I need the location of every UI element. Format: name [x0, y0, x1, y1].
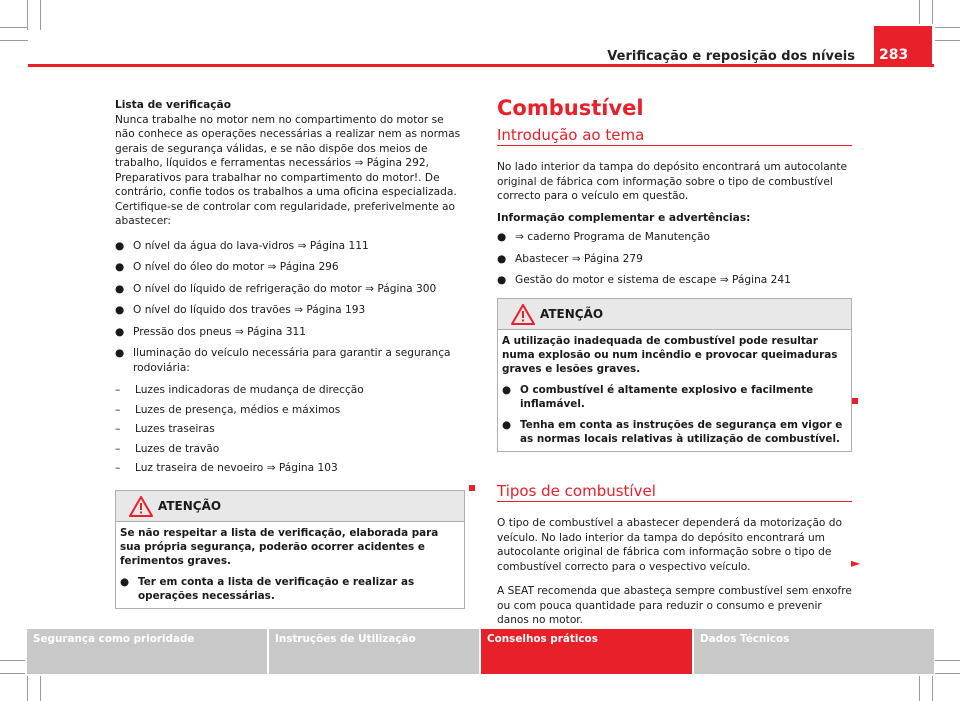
list-item: ● O nível do líquido de refrigeração do motor ⇒ Página 300	[115, 282, 437, 295]
bullet-icon: ●	[115, 347, 125, 359]
bullet-icon: ●	[502, 418, 512, 431]
checklist-intro: Nunca trabalhe no motor nem no compartimento do motor se não conhece as operações necessárias a realizar nem as normas gerais de segurança válidas, e se não dispõe dos meios de trabalho, líquidos e ferramentas necessários ⇒ Página 292, Preparativos para trabalhar no compartimento do motor!. De contrário, confie todos os trabalhos a uma oficina especializada. Certifique-se de controlar com regularidade, preferivelmente ao abastecer:	[115, 113, 461, 227]
bullet-icon: ●	[115, 304, 125, 316]
crop-mark	[935, 673, 960, 674]
left-column	[115, 98, 465, 609]
warning-triangle-icon	[511, 304, 535, 325]
crop-mark	[40, 676, 41, 701]
checklist-bullets	[115, 239, 465, 376]
fuel-warning-box	[497, 298, 852, 452]
warning-triangle-icon	[129, 496, 153, 517]
list-item: – Luzes de travão	[115, 442, 220, 455]
list-item: – Luz traseira de nevoeiro ⇒ Página 103	[115, 462, 338, 474]
types-paragraph-1: O tipo de combustível a abastecer dependerá da motorização do veículo. No lado interior da tampa do depósito encontrará um autocolante original de fábrica com informação sobre o tipo de combustível correcto para o vespectivo veículo.	[497, 517, 842, 573]
list-item: ● O nível do líquido dos travões ⇒ Página 193	[115, 304, 366, 316]
dash-icon: –	[115, 403, 121, 416]
footer-tab-technical-data[interactable]: Dados Técnicos	[694, 629, 934, 674]
crop-mark	[932, 676, 933, 701]
checklist-heading: Lista de verificação	[115, 99, 231, 111]
list-item: ● Pressão dos pneus ⇒ Página 311	[115, 325, 306, 338]
dash-icon: –	[115, 442, 121, 455]
crop-mark	[40, 0, 41, 30]
list-item: ● Iluminação do veículo necessária para garantir a segurança rodoviária:	[115, 347, 451, 374]
warning-bullet: ● Ter em conta a lista de verificação e realizar as operações necessárias.	[120, 575, 415, 602]
warning-text: A utilização inadequada de combustível pode resultar numa explosão ou num incêndio e provocar queimaduras graves e lesões graves.	[502, 334, 838, 375]
footer-tab-safety[interactable]: Segurança como prioridade	[27, 629, 267, 674]
warning-title: ATENÇÃO	[540, 306, 604, 321]
list-item: ● ⇒ caderno Programa de Manutenção	[497, 231, 710, 243]
footer-tab-practical-tips[interactable]: Conselhos práticos	[481, 629, 692, 674]
dash-icon: –	[115, 423, 121, 435]
continue-arrow-icon: ►	[851, 556, 861, 570]
list-item: – Luzes de presença, médios e máximos	[115, 403, 341, 416]
bullet-icon: ●	[115, 282, 125, 295]
checklist-warning-box	[115, 490, 465, 609]
header-rule	[28, 64, 934, 67]
list-item: ● O nível do óleo do motor ⇒ Página 296	[115, 261, 339, 273]
crop-mark	[0, 40, 28, 41]
warning-header	[116, 491, 464, 522]
crop-mark	[0, 660, 25, 661]
lights-list	[115, 383, 465, 476]
bullet-icon: ●	[120, 575, 130, 588]
right-column	[497, 98, 852, 628]
warning-body	[116, 522, 464, 608]
crop-mark	[935, 40, 960, 41]
warning-body	[498, 330, 851, 451]
crop-mark	[935, 27, 960, 28]
list-item: – Luzes traseiras	[115, 423, 215, 435]
bullet-icon: ●	[497, 274, 507, 286]
bullet-icon: ●	[115, 239, 125, 252]
footer-tab-instructions[interactable]: Instruções de Utilização	[269, 629, 479, 674]
bullet-icon: ●	[115, 261, 125, 273]
types-paragraph-2: A SEAT recomenda que abasteça sempre combustível sem enxofre ou com pouca quantidade para reduzir o consumo e prevenir danos no motor.	[497, 585, 852, 626]
warning-header	[498, 299, 851, 330]
crop-mark	[919, 0, 920, 24]
crop-mark	[919, 676, 920, 701]
list-item: ● Gestão do motor e sistema de escape ⇒ Página 241	[497, 274, 791, 286]
intro-text: No lado interior da tampa do depósito encontrará um autocolante original de fábrica com informação sobre o tipo de combustível correcto para o veículo em questão.	[497, 161, 848, 202]
section-end-mark	[852, 398, 858, 404]
dash-icon: –	[115, 462, 121, 474]
warning-title: ATENÇÃO	[158, 498, 222, 513]
section-title: Combustível	[497, 96, 644, 120]
crop-mark	[932, 0, 933, 24]
info-heading: Informação complementar e advertências:	[497, 211, 751, 224]
bullet-icon: ●	[497, 231, 507, 243]
list-item: – Luzes indicadoras de mudança de direcção	[115, 384, 364, 396]
bullet-icon: ●	[497, 252, 507, 265]
crop-mark	[0, 27, 28, 28]
crop-mark	[935, 660, 960, 661]
section-end-mark	[469, 485, 475, 491]
list-item: ● Abastecer ⇒ Página 279	[497, 252, 643, 265]
intro-heading: Introdução ao tema	[497, 128, 852, 147]
warning-text: Se não respeitar a lista de verificação, elaborada para sua própria segurança, poderão ocorrer acidentes e ferimentos graves.	[120, 526, 439, 567]
crop-mark	[27, 676, 28, 701]
list-item: ● O nível da água do lava-vidros ⇒ Página 111	[115, 239, 369, 252]
types-heading: Tipos de combustível	[497, 484, 852, 503]
running-header-title: Verificação e reposição dos níveis	[607, 49, 855, 64]
bullet-icon: ●	[502, 383, 512, 396]
dash-icon: –	[115, 384, 121, 396]
bullet-icon: ●	[115, 325, 125, 338]
info-bullets	[497, 230, 852, 288]
page-number: 283	[874, 26, 932, 64]
crop-mark	[27, 0, 28, 30]
crop-mark	[0, 673, 25, 674]
warning-bullet: ● Tenha em conta as instruções de segurança em vigor e as normas locais relativas à utilização de combustível.	[502, 418, 843, 445]
warning-bullet: ● O combustível é altamente explosivo e facilmente inflamável.	[502, 383, 814, 410]
